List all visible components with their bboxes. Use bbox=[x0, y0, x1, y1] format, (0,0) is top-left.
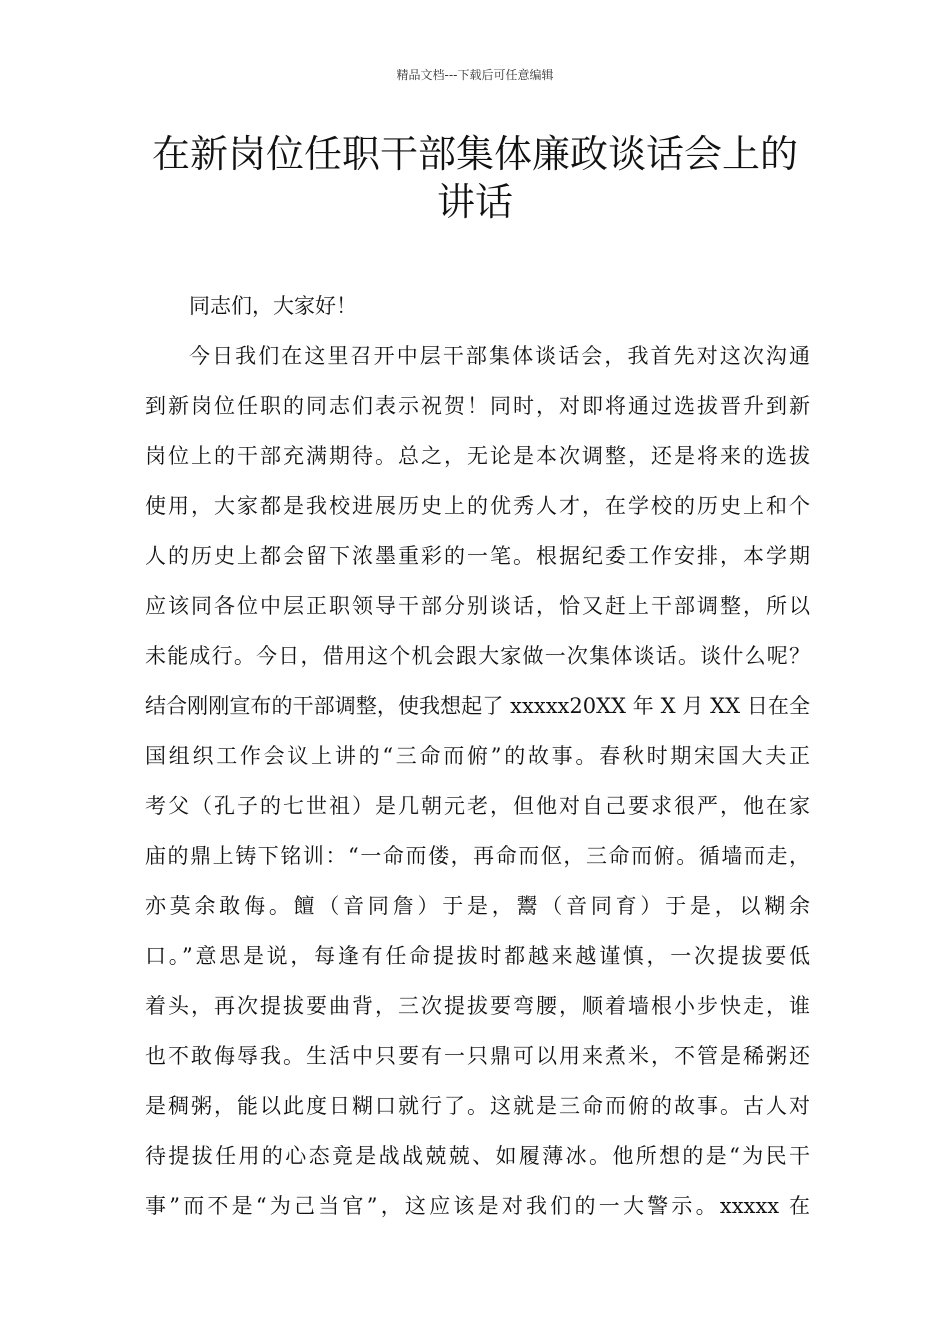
paragraph-line: 事”而不是“为己当官”，这应该是对我们的一大警示。xxxxx 在 bbox=[145, 1194, 810, 1218]
title-line-1: 在新岗位任职干部集体廉政谈话会上的 bbox=[151, 132, 798, 176]
paragraph-line: 未能成行。今日，借用这个机会跟大家做一次集体谈话。谈什么呢？ bbox=[145, 644, 810, 668]
paragraph-line: 使用，大家都是我校进展历史上的优秀人才，在学校的历史上和个 bbox=[145, 494, 810, 518]
paragraph-line: 人的历史上都会留下浓墨重彩的一笔。根据纪委工作安排，本学期 bbox=[145, 544, 810, 568]
header-note: 精品文档---下载后可任意编辑 bbox=[396, 68, 554, 82]
document-title bbox=[120, 130, 830, 226]
document-body bbox=[145, 281, 810, 1231]
paragraph-line: 到新岗位任职的同志们表示祝贺！同时，对即将通过选拔晋升到新 bbox=[145, 394, 810, 418]
paragraph-line: 应该同各位中层正职领导干部分别谈话，恰又赶上干部调整，所以 bbox=[145, 594, 810, 618]
paragraph-line: 今日我们在这里召开中层干部集体谈话会，我首先对这次沟通 bbox=[189, 344, 810, 368]
title-line-2: 讲话 bbox=[436, 180, 513, 224]
paragraph-line: 亦莫余敢侮。饘（音同詹）于是，鬻（音同育）于是，以糊余 bbox=[145, 894, 810, 918]
paragraph-line: 岗位上的干部充满期待。总之，无论是本次调整，还是将来的选拔 bbox=[145, 444, 810, 468]
paragraph-line: 待提拔任用的心态竟是战战兢兢、如履薄冰。他所想的是“为民干 bbox=[145, 1144, 810, 1168]
paragraph-line: 是稠粥，能以此度日糊口就行了。这就是三命而俯的故事。古人对 bbox=[145, 1094, 810, 1118]
paragraph-line: 口。”意思是说，每逢有任命提拔时都越来越谨慎，一次提拔要低 bbox=[145, 944, 810, 968]
paragraph-line: 着头，再次提拔要曲背，三次提拔要弯腰，顺着墙根小步快走，谁 bbox=[145, 994, 810, 1018]
paragraph-line: 考父（孔子的七世祖）是几朝元老，但他对自己要求很严，他在家 bbox=[145, 794, 810, 818]
paragraph-line: 结合刚刚宣布的干部调整，使我想起了 xxxxx20XX 年 X 月 XX 日在全 bbox=[145, 694, 810, 718]
paragraph-line: 庙的鼎上铸下铭训：“一命而偻，再命而伛，三命而俯。循墙而走， bbox=[145, 844, 810, 868]
greeting: 同志们，大家好！ bbox=[189, 294, 357, 318]
paragraph-line: 国组织工作会议上讲的“三命而俯”的故事。春秋时期宋国大夫正 bbox=[145, 744, 810, 768]
paragraph-line: 也不敢侮辱我。生活中只要有一只鼎可以用来煮米，不管是稀粥还 bbox=[145, 1044, 810, 1068]
